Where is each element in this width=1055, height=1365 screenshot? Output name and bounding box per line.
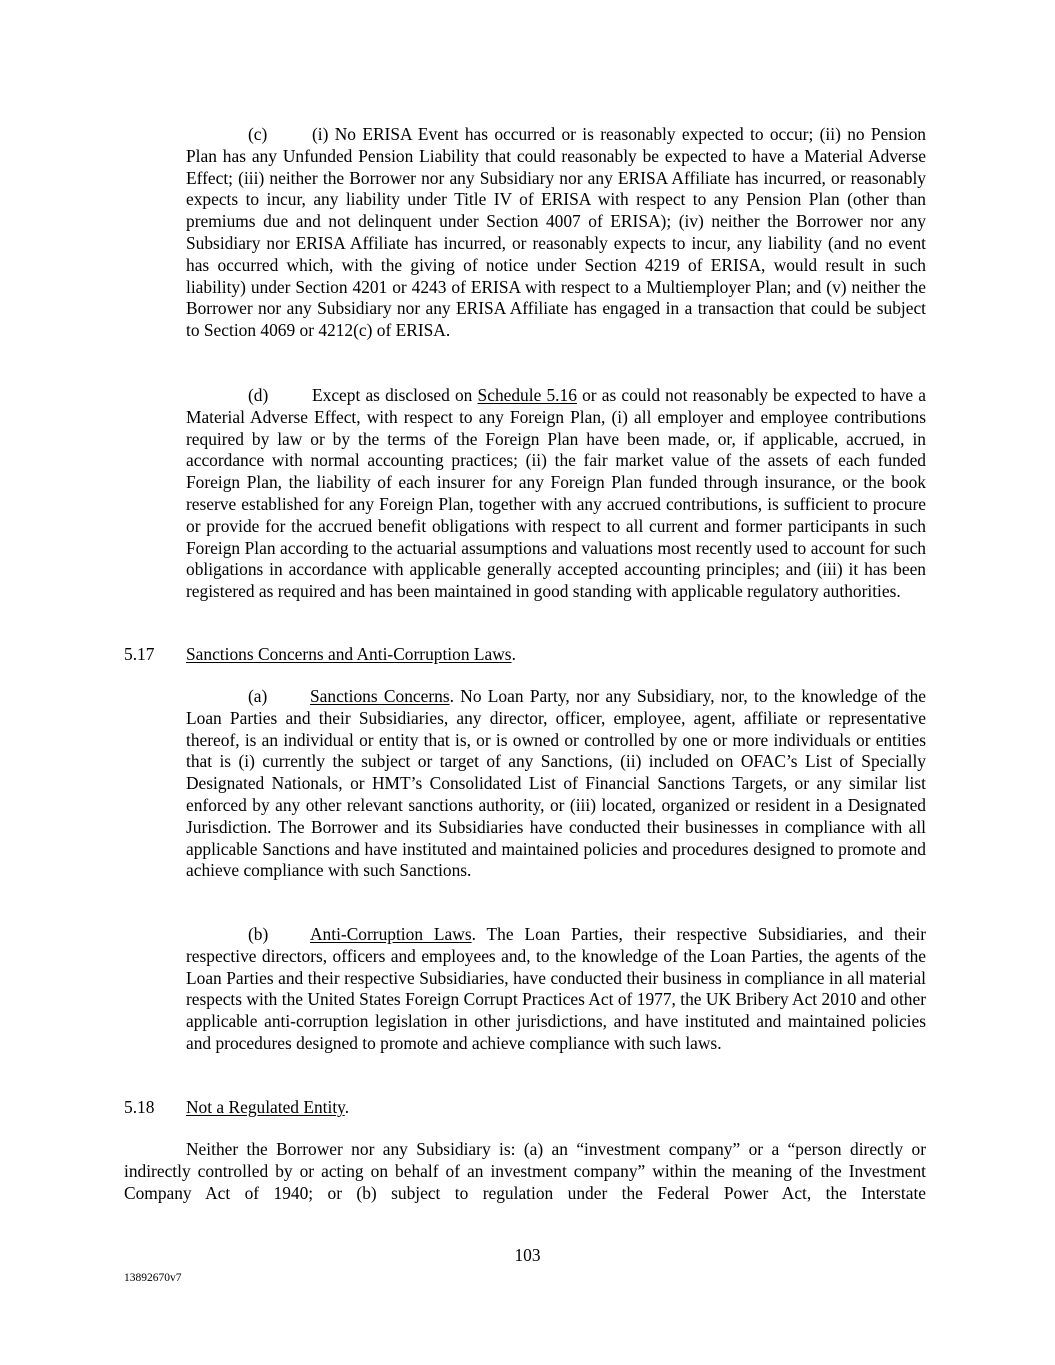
section-number: 5.17 [124,644,155,664]
paragraph-text: Neither the Borrower nor any Subsidiary is: (a) an “investment company” or a “person directly or indirectly controlled by or acting on behalf of an investment company” within the meaning of the Investment Company Act of 1940; or (b) subject to regulation under the Federal Power Act, the Interstate [124,1139,926,1203]
section-title: Not a Regulated Entity [186,1097,345,1117]
paragraph-text: . The Loan Parties, their respective Subsidiaries, and their respective directors, officers and employees and, to the knowledge of the Loan Parties, the agents of the Loan Parties and their respective Subsidiaries, have conducted their business in compliance in all material respects with the United States Foreign Corrupt Practices Act of 1977, the UK Bribery Act 2010 and other applicable anti-corruption legislation in other jurisdictions, and have instituted and maintained policies and procedures designed to promote and achieve compliance with such laws. [186,924,927,1053]
clause-marker: (b) [248,924,269,944]
paragraph-5-17-a [186,686,926,882]
paragraph-5-16-c [186,124,926,342]
paragraph-text: . No Loan Party, nor any Subsidiary, nor, to the knowledge of the Loan Parties and their Subsidiaries, any director, officer, employee, agent, affiliate or representative thereof, is an individual or entity that is, or is owned or controlled by one or more individuals or entities that is (i) currently the subject or target of any Sanctions, (ii) included on OFAC’s List of Specially Designated Nationals, or HMT’s Consolidated List of Financial Sanctions Targets, or any similar list enforced by any other relevant sanctions authority, or (iii) located, organized or resident in a Designated Jurisdiction. The Borrower and its Subsidiaries have conducted their businesses in compliance with all applicable Sanctions and have instituted and maintained policies and procedures designed to promote and achieve compliance with such Sanctions. [186,686,926,881]
schedule-reference: Schedule 5.16 [477,385,577,405]
clause-marker: (d) [248,385,269,405]
paragraph-text: (i) No ERISA Event has occurred or is reasonably expected to occur; (ii) no Pension Plan has any Unfunded Pension Liability that could reasonably be expected to have a Material Adverse Effect; (iii) neither the Borrower nor any Subsidiary nor any ERISA Affiliate has incurred, or reasonably expects to incur, any liability under Title IV of ERISA with respect to any Pension Plan (other than premiums due and not delinquent under Section 4007 of ERISA); (iv) neither the Borrower nor any Subsidiary nor ERISA Affiliate has incurred, or reasonably expects to incur, any liability (and no event has occurred which, with the giving of notice under Section 4219 of ERISA, would result in such liability) under Section 4201 or 4243 of ERISA with respect to a Multiemployer Plan; and (v) neither the Borrower nor any Subsidiary nor any ERISA Affiliate has engaged in a transaction that could be subject to Section 4069 or 4212(c) of ERISA. [186,124,926,341]
clause-marker: (c) [248,124,268,144]
section-heading-5-18 [124,1097,349,1119]
section-title: Sanctions Concerns and Anti-Corruption Laws [186,644,512,664]
paragraph-text: Except as disclosed on [312,385,478,405]
section-number: 5.18 [124,1097,155,1117]
paragraph-5-18 [124,1139,926,1204]
clause-title: Sanctions Concerns [310,686,450,706]
paragraph-text: or as could not reasonably be expected to have a Material Adverse Effect, with respect to any Foreign Plan, (i) all employer and employee contributions required by law or by the terms of the Foreign Plan have been made, or, if applicable, accrued, in accordance with normal accounting practices; (ii) the fair market value of the assets of each funded Foreign Plan, the liability of each insurer for any Foreign Plan funded through insurance, or the book reserve established for any Foreign Plan, together with any accrued contributions, is sufficient to procure or provide for the accrued benefit obligations with respect to all current and former participants in such Foreign Plan according to the actuarial assumptions and valuations most recently used to account for such obligations in accordance with applicable generally accepted accounting principles; and (iii) it has been registered as required and has been maintained in good standing with applicable regulatory authorities. [186,385,927,602]
page-number: 103 [514,1245,541,1265]
paragraph-5-17-b [186,924,926,1055]
paragraph-5-16-d [186,385,926,603]
document-id: 13892670v7 [124,1272,182,1284]
clause-marker: (a) [248,686,268,706]
section-title-end: . [511,644,516,664]
section-heading-5-17 [124,644,516,666]
clause-title: Anti-Corruption Laws [310,924,472,944]
section-title-end: . [344,1097,350,1117]
